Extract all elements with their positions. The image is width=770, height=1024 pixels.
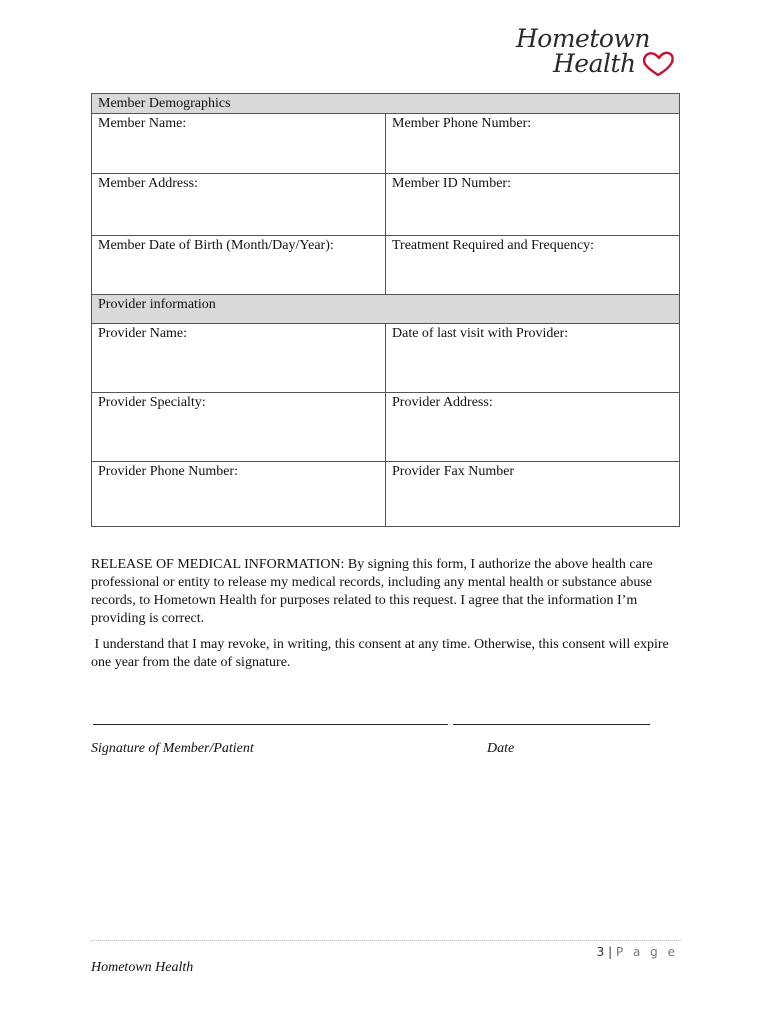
provider-information-header: Provider information [92,295,680,324]
member-dob-label: Member Date of Birth (Month/Day/Year): [98,238,334,253]
member-phone-label: Member Phone Number: [392,116,532,131]
provider-specialty-field[interactable] [92,393,386,462]
hometown-health-logo [508,22,683,82]
treatment-label: Treatment Required and Frequency: [392,238,595,253]
member-phone-field[interactable] [386,114,680,174]
signature-label: Signature of Member/Patient [91,741,254,756]
provider-address-label: Provider Address: [392,395,493,410]
member-name-label: Member Name: [98,116,187,131]
last-visit-label: Date of last visit with Provider: [392,326,569,341]
release-paragraph-1: RELEASE OF MEDICAL INFORMATION: By signing this form, I authorize the above health care professional or entity to release my medical records, including any mental health or substance abuse records, to Hometown Health for purposes related to this request. I agree that the information I’m providing is correct. [91,557,653,626]
provider-phone-field[interactable] [92,462,386,527]
request-form-table [91,93,680,527]
treatment-field[interactable] [386,236,680,295]
footer-org-name: Hometown Health [91,960,194,975]
release-of-information [91,556,681,680]
page-number [597,945,678,959]
provider-name-field[interactable] [92,324,386,393]
date-line[interactable] [453,724,650,725]
heart-icon [641,50,679,76]
provider-fax-field[interactable] [386,462,680,527]
provider-address-field[interactable] [386,393,680,462]
logo-line-2: Health [553,49,636,78]
page-word: P a g e [615,945,678,959]
provider-fax-label: Provider Fax Number [392,464,515,479]
provider-specialty-label: Provider Specialty: [98,395,206,410]
provider-name-label: Provider Name: [98,326,188,341]
member-demographics-header: Member Demographics [92,94,680,114]
member-address-label: Member Address: [98,176,198,191]
date-label: Date [487,741,515,756]
member-address-field[interactable] [92,174,386,236]
member-name-field[interactable] [92,114,386,174]
member-id-field[interactable] [386,174,680,236]
member-dob-field[interactable] [92,236,386,295]
footer-divider [91,940,681,941]
member-id-label: Member ID Number: [392,176,511,191]
signature-line[interactable] [93,724,448,725]
logo-line-1: Hometown [516,24,650,53]
provider-phone-label: Provider Phone Number: [98,464,238,479]
page-number-value: 3 [596,945,605,959]
page-number-separator: | [608,945,613,959]
release-paragraph-2: I understand that I may revoke, in writing, this consent at any time. Otherwise, this consent will expire one year from the date of signature. [91,637,673,670]
last-visit-field[interactable] [386,324,680,393]
